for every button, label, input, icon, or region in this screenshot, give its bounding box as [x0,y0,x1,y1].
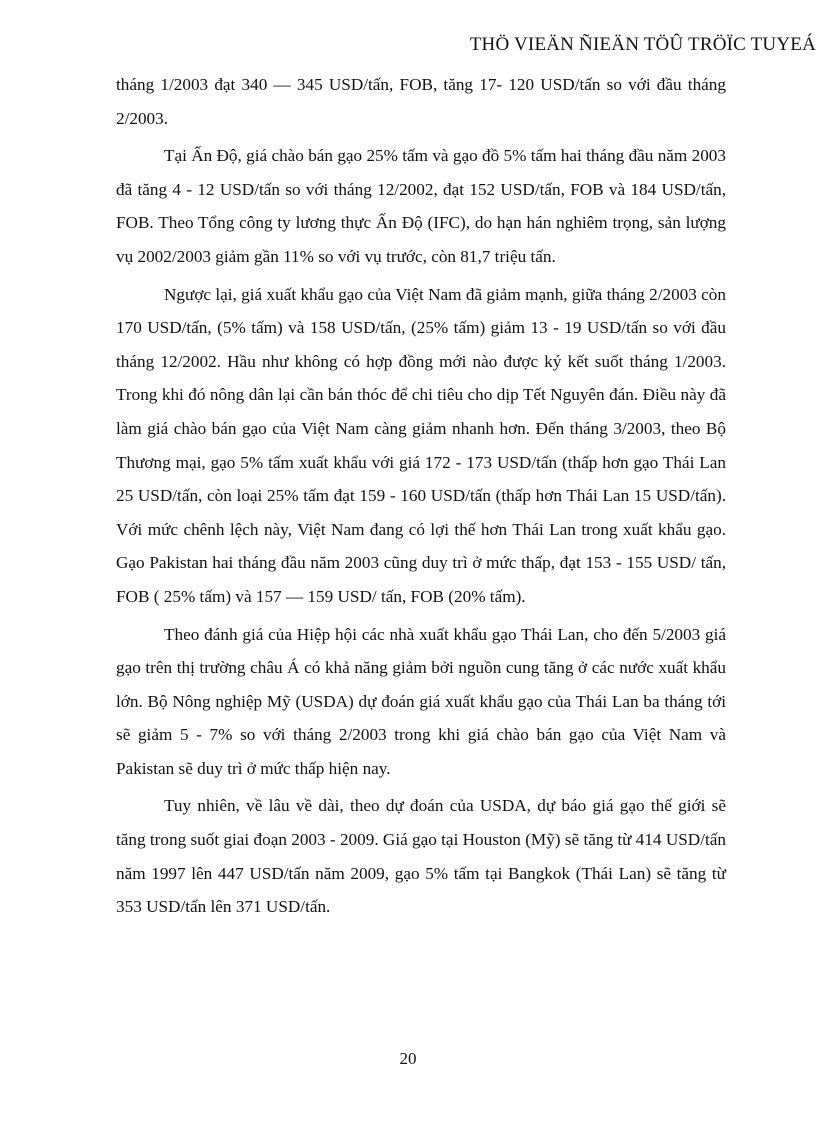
paragraph-continuation: tháng 1/2003 đạt 340 — 345 USD/tấn, FOB, tăng 17- 120 USD/tấn so với đầu tháng 2/2003. [116,75,726,128]
paragraph-india: Tại Ấn Độ, giá chào bán gạo 25% tấm và gạo đồ 5% tấm hai tháng đầu năm 2003 đã tăng 4 - 12 USD/tấn so với tháng 12/2002, đạt 152 USD/tấn, FOB và 184 USD/tấn, FOB. Theo Tổng công ty lương thực Ấn Độ (IFC), do hạn hán nghiêm trọng, sản lượng vụ 2002/2003 giảm gần 11% so với vụ trước, còn 81,7 triệu tấn. [116,146,726,266]
page-header: THÖ VIEÄN ÑIEÄN TÖÛ TRÖÏC TUYEÁ [469,34,816,55]
page-number: 20 [399,1049,417,1068]
paragraph-vietnam: Ngược lại, giá xuất khẩu gạo của Việt Nam đã giảm mạnh, giữa tháng 2/2003 còn 170 USD/tấn, (5% tấm) và 158 USD/tấn, (25% tấm) giảm 13 - 19 USD/tấn so với đầu tháng 12/2002. Hầu như không có hợp đồng mới nào được ký kết suốt tháng 1/2003. Trong khi đó nông dân lại cần bán thóc để chi tiêu cho dịp Tết Nguyên đán. Điều này đã làm giá chào bán gạo của Việt Nam càng giảm nhanh hơn. Đến tháng 3/2003, theo Bộ Thương mại, gạo 5% tấm xuất khẩu với giá 172 - 173 USD/tấn (thấp hơn gạo Thái Lan 25 USD/tấn, còn loại 25% tấm đạt 159 - 160 USD/tấn (thấp hơn Thái Lan 15 USD/tấn). Với mức chênh lệch này, Việt Nam đang có lợi thế hơn Thái Lan trong xuất khẩu gạo. Gạo Pakistan hai tháng đầu năm 2003 cũng duy trì ở mức thấp, đạt 153 - 155 USD/ tấn, FOB ( 25% tấm) và 157 — 159 USD/ tấn, FOB (20% tấm). [116,284,726,606]
document-body [116,68,726,928]
paragraph-thailand-assessment: Theo đánh giá của Hiệp hội các nhà xuất khẩu gạo Thái Lan, cho đến 5/2003 giá gạo trên thị trường châu Á có khả năng giảm bởi nguồn cung tăng ở các nước xuất khẩu lớn. Bộ Nông nghiệp Mỹ (USDA) dự đoán giá xuất khẩu gạo của Thái Lan ba tháng tới sẽ giảm 5 - 7% so với tháng 2/2003 trong khi giá chào bán gạo của Việt Nam và Pakistan sẽ duy trì ở mức thấp hiện nay. [116,624,726,778]
paragraph-usda-forecast: Tuy nhiên, về lâu về dài, theo dự đoán của USDA, dự báo giá gạo thế giới sẽ tăng trong suốt giai đoạn 2003 - 2009. Giá gạo tại Houston (Mỹ) sẽ tăng từ 414 USD/tấn năm 1997 lên 447 USD/tấn năm 2009, gạo 5% tấm tại Bangkok (Thái Lan) sẽ tăng từ 353 USD/tấn lên 371 USD/tấn. [116,796,726,917]
